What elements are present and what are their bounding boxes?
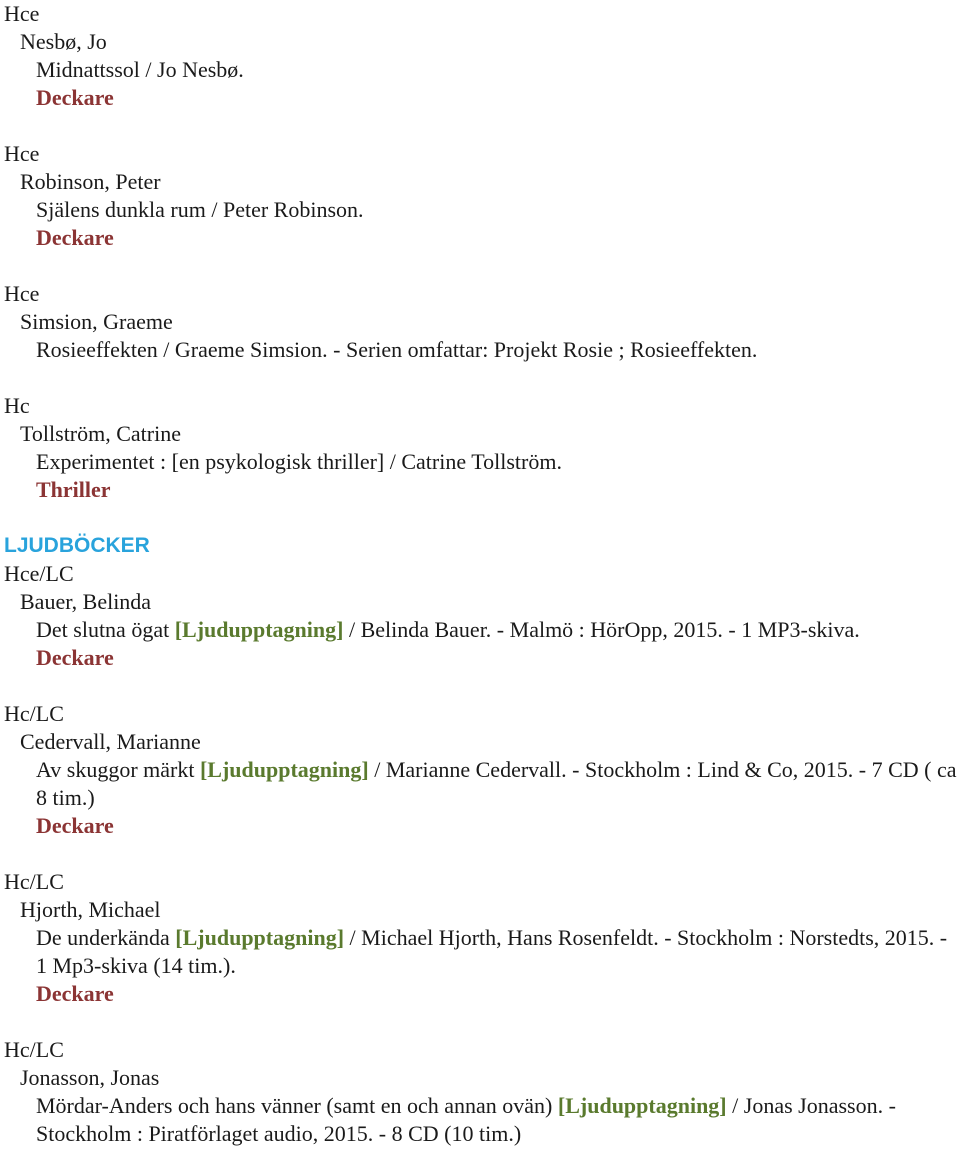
publication-details: / Michael Hjorth, Hans Rosenfeldt. - Stockholm : Norstedts, 2015. - 1 Mp3-skiva (14 tim.). [36, 925, 948, 978]
shelf-code: Hce [4, 1, 40, 26]
title-text: Av skuggor märkt [36, 757, 200, 782]
genre-tag: Deckare [36, 225, 114, 250]
catalog-entry [0, 560, 960, 672]
genre-tag: Deckare [36, 981, 114, 1006]
shelf-code: Hc/LC [4, 701, 64, 726]
catalog-entry [0, 868, 960, 1008]
shelf-code: Hce/LC [4, 561, 74, 586]
genre-tag: Deckare [36, 85, 114, 110]
media-type-label: [Ljudupptagning] [557, 1093, 727, 1118]
entry-author: Robinson, Peter [20, 169, 161, 194]
entry-title: Midnattssol / Jo Nesbø. [36, 57, 244, 82]
entry-author: Jonasson, Jonas [20, 1065, 160, 1090]
entry-title [0, 924, 960, 980]
entry-author: Cedervall, Marianne [20, 729, 201, 754]
catalog-entry [0, 1036, 960, 1148]
title-text: Mördar-Anders och hans vänner (samt en och annan ovän) [36, 1093, 558, 1118]
entry-title: Själens dunkla rum / Peter Robinson. [36, 197, 364, 222]
catalog-entry [0, 280, 960, 364]
entry-title [0, 1092, 960, 1148]
entry-author: Hjorth, Michael [20, 897, 161, 922]
publication-details: / Marianne Cedervall. - Stockholm : Lind & Co, 2015. - 7 CD ( ca 8 tim.) [36, 757, 957, 810]
media-type-label: [Ljudupptagning] [174, 617, 344, 642]
entry-author: Simsion, Graeme [20, 309, 173, 334]
shelf-code: Hc/LC [4, 1037, 64, 1062]
entry-title: Experimentet : [en psykologisk thriller] / Catrine Tollström. [36, 449, 562, 474]
shelf-code: Hce [4, 281, 40, 306]
catalog-entry [0, 140, 960, 252]
entry-author: Bauer, Belinda [20, 589, 152, 614]
entry-author: Nesbø, Jo [20, 29, 107, 54]
entry-title: Rosieeffekten / Graeme Simsion. - Serien omfattar: Projekt Rosie ; Rosieeffekten. [36, 337, 758, 362]
media-type-label: [Ljudupptagning] [175, 925, 345, 950]
shelf-code: Hc [4, 393, 30, 418]
title-text: De underkända [36, 925, 176, 950]
entry-title [0, 756, 960, 812]
genre-tag: Deckare [36, 813, 114, 838]
catalog-entry [0, 392, 960, 504]
shelf-code: Hce [4, 141, 40, 166]
publication-details: / Belinda Bauer. - Malmö : HörOpp, 2015. - 1 MP3-skiva. [343, 617, 860, 642]
catalog-entry [0, 700, 960, 840]
shelf-code: Hc/LC [4, 869, 64, 894]
entry-title [0, 616, 960, 644]
catalog-entry [0, 0, 960, 112]
section-heading: LJUDBÖCKER [4, 534, 150, 557]
title-text: Det slutna ögat [36, 617, 175, 642]
genre-tag: Thriller [36, 477, 111, 502]
genre-tag: Deckare [36, 645, 114, 670]
publication-details: / Jonas Jonasson. - Stockholm : Piratförlaget audio, 2015. - 8 CD (10 tim.) [36, 1093, 896, 1146]
entry-author: Tollström, Catrine [20, 421, 181, 446]
media-type-label: [Ljudupptagning] [199, 757, 369, 782]
